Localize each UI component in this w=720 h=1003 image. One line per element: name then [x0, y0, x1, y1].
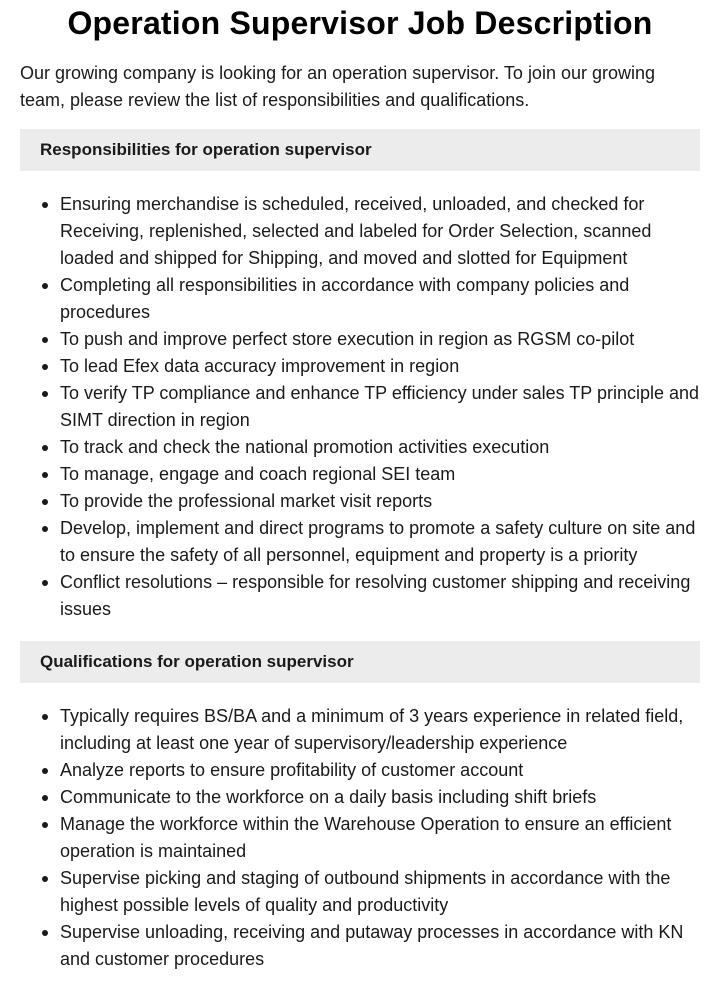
qualifications-list: [20, 703, 700, 973]
page-title: Operation Supervisor Job Description: [67, 5, 653, 41]
responsibility-item: To track and check the national promotion activities execution: [60, 434, 700, 461]
responsibilities-heading: Responsibilities for operation supervisor: [20, 129, 700, 171]
responsibility-item: Conflict resolutions – responsible for resolving customer shipping and receiving issues: [60, 569, 700, 623]
responsibility-item: To manage, engage and coach regional SEI team: [60, 461, 700, 488]
intro-paragraph: Our growing company is looking for an operation supervisor. To join our growing team, please review the list of responsibilities and qualifications.: [20, 63, 656, 110]
qualification-item: Supervise unloading, receiving and putaway processes in accordance with KN and customer procedures: [60, 919, 700, 973]
qualification-item: Typically requires BS/BA and a minimum of 3 years experience in related field, including at least one year of supervisory/leadership experience: [60, 703, 700, 757]
responsibility-item: To lead Efex data accuracy improvement in region: [60, 353, 700, 380]
responsibility-item: To verify TP compliance and enhance TP efficiency under sales TP principle and SIMT direction in region: [60, 380, 700, 434]
responsibility-item: To provide the professional market visit reports: [60, 488, 700, 515]
responsibility-item: Completing all responsibilities in accordance with company policies and procedures: [60, 272, 700, 326]
qualification-item: Supervise picking and staging of outbound shipments in accordance with the highest possible levels of quality and productivity: [60, 865, 700, 919]
qualification-item: Analyze reports to ensure profitability of customer account: [60, 757, 700, 784]
qualification-item: Communicate to the workforce on a daily basis including shift briefs: [60, 784, 700, 811]
responsibilities-list: [20, 191, 700, 623]
qualification-item: Manage the workforce within the Warehouse Operation to ensure an efficient operation is maintained: [60, 811, 700, 865]
qualifications-heading: Qualifications for operation supervisor: [20, 641, 700, 683]
responsibility-item: To push and improve perfect store execution in region as RGSM co-pilot: [60, 326, 700, 353]
responsibility-item: Ensuring merchandise is scheduled, received, unloaded, and checked for Receiving, replenished, selected and labeled for Order Selection, scanned loaded and shipped for Shipping, and moved and slotted for Equipment: [60, 191, 700, 272]
responsibility-item: Develop, implement and direct programs to promote a safety culture on site and to ensure the safety of all personnel, equipment and property is a priority: [60, 515, 700, 569]
